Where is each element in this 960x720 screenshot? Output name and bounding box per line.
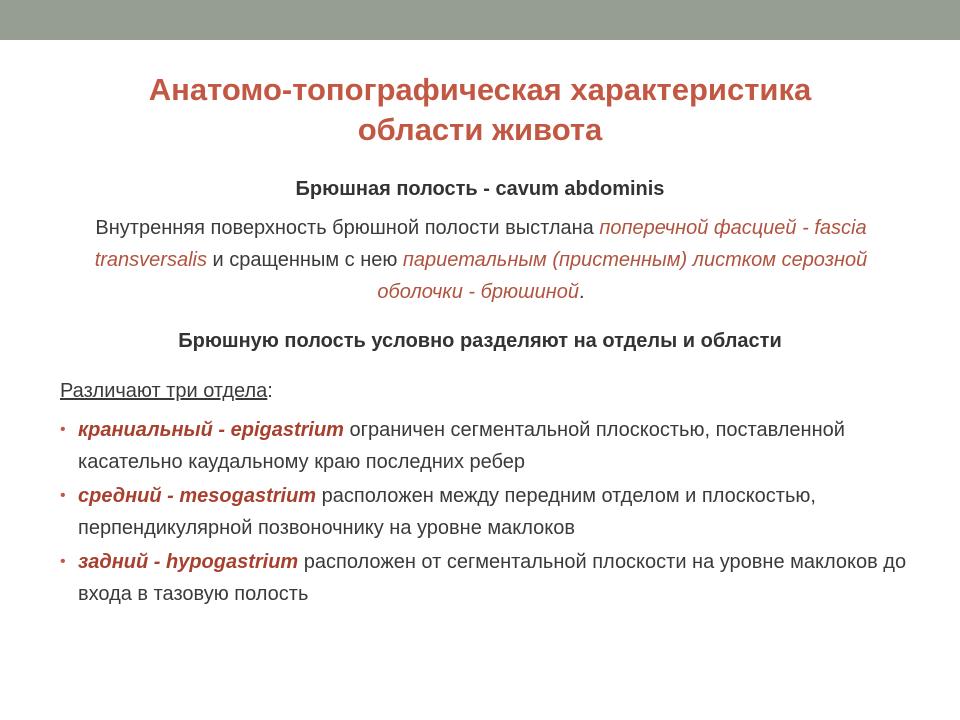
bullet-icon: • xyxy=(60,421,66,438)
list-item-term: средний - mesogastrium xyxy=(78,485,317,507)
list-item-term: задний - hypogastrium xyxy=(78,551,299,573)
divisions-list xyxy=(60,414,910,612)
paragraph-text-2: и сращенным с нею xyxy=(206,249,403,271)
bullet-icon: • xyxy=(60,487,66,504)
list-item xyxy=(60,480,910,544)
subheading-divisions: Брюшную полость условно разделяют на отделы и области xyxy=(178,330,782,352)
slide-title-line2: области живота xyxy=(357,112,603,147)
subheading-cavity: Брюшная полость - cavum abdominis xyxy=(295,178,665,200)
list-intro xyxy=(60,380,273,403)
description-paragraph xyxy=(68,212,894,308)
slide-title xyxy=(60,70,900,150)
bullet-icon: • xyxy=(60,553,66,570)
paragraph-text-1: Внутренняя поверхность брюшной полости выстлана xyxy=(95,217,600,239)
list-item-term: краниальный - epigastrium xyxy=(78,419,344,441)
top-bar xyxy=(0,0,960,40)
paragraph-accent-fascia: поперечной фасцией - fascia transversalis xyxy=(94,217,867,271)
slide-title-line1: Анатомо-топографическая характеристика xyxy=(148,72,812,107)
paragraph-accent-peritoneum: париетальным (пристенным) листком серозной оболочки - брюшиной xyxy=(377,249,868,303)
list-item xyxy=(60,414,910,478)
list-intro-colon: : xyxy=(267,380,273,402)
list-item-text: ограничен сегментальной плоскостью, поставленной касательно каудальному краю последних ребер xyxy=(78,419,845,473)
list-item-text: расположен от сегментальной плоскости на уровне маклоков до входа в тазовую полость xyxy=(78,551,907,605)
list-intro-text: Различают три отдела xyxy=(60,380,268,402)
list-item xyxy=(60,546,910,610)
paragraph-text-3: . xyxy=(579,281,585,303)
list-item-text: расположен между передним отделом и плоскостью, перпендикулярной позвоночнику на уровне маклоков xyxy=(78,485,816,539)
